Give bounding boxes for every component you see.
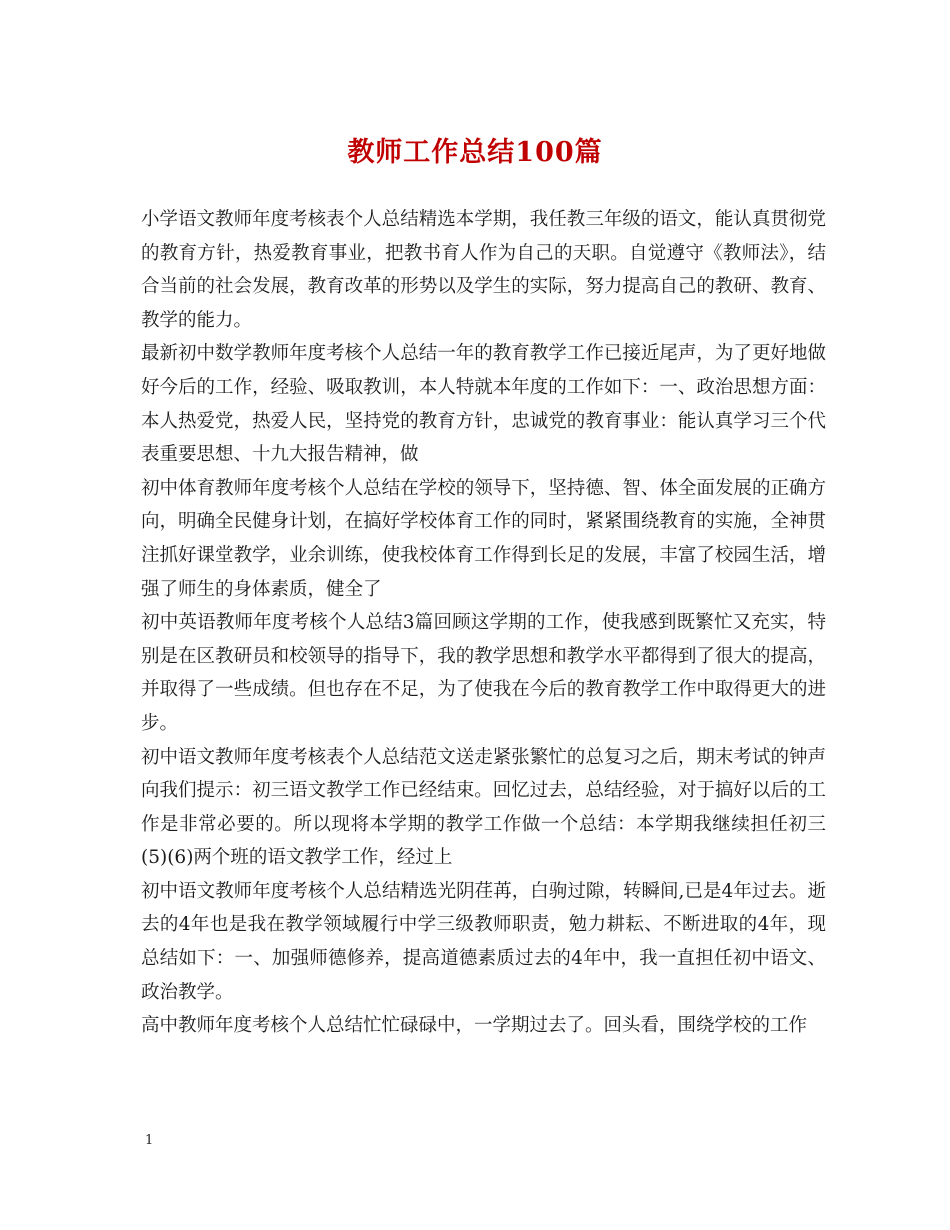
paragraph: 最新初中数学教师年度考核个人总结一年的教育教学工作已接近尾声，为了更好地做好今后的工作，经验、吸取教训，本人特就本年度的工作如下：一、政治思想方面：本人热爱党，热爱人民，坚持党的教育方针，忠诚党的教育事业：能认真学习三个代表重要思想、十九大报告精神，做	[141, 343, 826, 466]
document-title: 教师工作总结100篇	[347, 137, 603, 168]
paragraph: 初中英语教师年度考核个人总结3篇回顾这学期的工作，使我感到既繁忙又充实，特别是在区教研员和校领导的指导下，我的教学思想和教学水平都得到了很大的提高，并取得了一些成绩。但也存在不足，为了使我在今后的教育教学工作中取得更大的进步。	[141, 612, 826, 734]
page-number: 1	[145, 1133, 154, 1148]
paragraph: 高中教师年度考核个人总结忙忙碌碌中，一学期过去了。回头看，围绕学校的工作	[141, 1015, 808, 1037]
document-body	[141, 203, 826, 1043]
paragraph: 初中语文教师年度考核表个人总结范文送走紧张繁忙的总复习之后，期末考试的钟声向我们提示：初三语文教学工作已经结束。回忆过去，总结经验，对于搞好以后的工作是非常必要的。所以现将本学期的教学工作做一个总结：本学期我继续担任初三(5)(6)两个班的语文教学工作，经过上	[141, 746, 826, 869]
paragraph: 初中体育教师年度考核个人总结在学校的领导下，坚持德、智、体全面发展的正确方向，明确全民健身计划，在搞好学校体育工作的同时，紧紧围绕教育的实施，全神贯注抓好课堂教学，业余训练，使我校体育工作得到长足的发展，丰富了校园生活，增强了师生的身体素质，健全了	[141, 477, 826, 600]
paragraph: 初中语文教师年度考核个人总结精选光阴荏苒，白驹过隙，转瞬间,已是4年过去。逝去的4年也是我在教学领域履行中学三级教师职责，勉力耕耘、不断进取的4年，现总结如下：一、加强师德修养，提高道德素质过去的4年中，我一直担任初中语文、政治教学。	[141, 880, 826, 1003]
paragraph: 小学语文教师年度考核表个人总结精选本学期，我任教三年级的语文，能认真贯彻党的教育方针，热爱教育事业，把教书育人作为自己的天职。自觉遵守《教师法》，结合当前的社会发展，教育改革的形势以及学生的实际，努力提高自己的教研、教育、教学的能力。	[141, 209, 826, 331]
